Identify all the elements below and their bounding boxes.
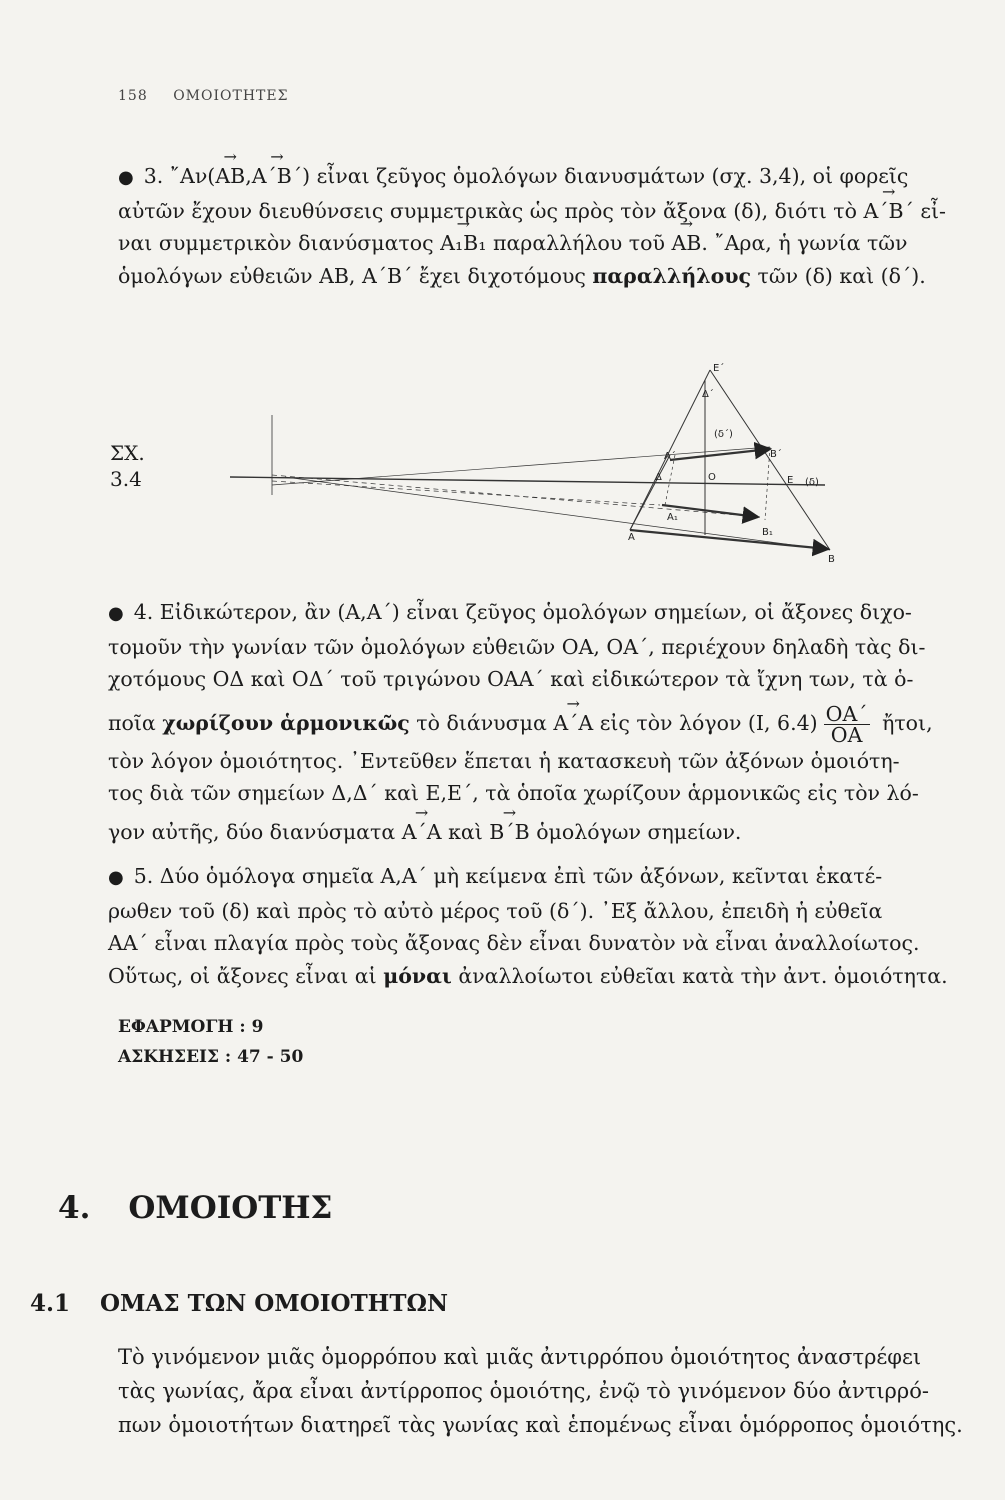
line-e-prime-b	[710, 370, 830, 550]
label-delta-prime-axis: (δ΄)	[714, 429, 733, 440]
line-a-prime-a	[630, 455, 670, 530]
subsection-heading: 4.1 ΟΜΑΣ ΤΩΝ ΟΜΟΙΟΤΗΤΩΝ	[30, 1290, 449, 1317]
ray-to-b-prime	[272, 447, 770, 485]
vector-ab-arrow	[630, 530, 828, 549]
figure-3-4	[230, 355, 870, 570]
paragraph-3	[118, 160, 946, 292]
p4-line-5: τὸν λόγον ὁμοιότητος. ᾿Εντεῦθεν ἕπεται ἡ κατασκευὴ τῶν ἀξόνων ὁμοιότη-	[108, 748, 900, 773]
ray-to-b	[285, 477, 830, 550]
p3-line-2: αὐτῶν ἔχουν διευθύνσεις συμμετρικὰς ὡς πρὸς τὸν ἄξονα (δ), διότι τὸ → Α΄Β΄ εἶ-	[118, 195, 933, 228]
paragraph-4-1	[118, 1340, 963, 1442]
paragraph-4	[108, 596, 933, 848]
p4-line-3: χοτόμους ΟΔ καὶ ΟΔ΄ τοῦ τριγώνου ΟΑΑ΄ καὶ εἰδικώτερον τὰ ἴχνη των, τὰ ὁ-	[108, 667, 914, 691]
running-head	[118, 88, 289, 104]
bullet-icon: ●	[118, 167, 134, 188]
p5-line-2: ρωθεν τοῦ (δ) καὶ πρὸς τὸ αὐτὸ μέρος τοῦ (δ΄). ᾿Εξ ἄλλου, ἐπειδὴ ἡ εὐθεῖα	[108, 898, 883, 923]
ratio-fraction: $\frac{OA΄}{OA}$	[825, 701, 868, 747]
label-b1: Β₁	[762, 527, 773, 538]
vector-a-prime-a: → Α΄Α	[402, 816, 442, 849]
p41-line-3: πων ὁμοιοτήτων διατηρεῖ τὰς γωνίας καὶ ἑπομένως εἶναι ὁμόρροπος ὁμοιότης.	[118, 1413, 963, 1437]
p5-line-1: ● 5. Δύο ὁμόλογα σημεῖα Α,Α΄ μὴ κείμενα ἐπὶ τῶν ἀξόνων, κεῖνται ἑκατέ-	[108, 864, 883, 888]
vector-a-prime-b-prime: → Α΄Β΄	[252, 160, 302, 193]
p3-line-3: ναι συμμετρικὸν διανύσματος → Α₁Β₁ παραλλήλου τοῦ → ΑΒ. ῎Αρα, ἡ γωνία τῶν	[118, 227, 933, 260]
vector-a-prime-a: → Α΄Α	[553, 707, 593, 740]
p3-line-1: ● 3. ῎Αν(→ ΑΒ,→ Α΄Β΄) εἶναι ζεῦγος ὁμολόγων διανυσμάτων (σχ. 3,4), οἱ φορεῖς	[118, 160, 933, 195]
section-heading: 4. ΟΜΟΙΟΤΗΣ	[58, 1190, 333, 1226]
vector-b-prime-b: → Β΄Β	[489, 816, 529, 849]
p5-line-3: ΑΑ΄ εἶναι πλαγία πρὸς τοὺς ἄξονας δὲν εἶναι δυνατὸν νὰ εἶναι ἀναλλοίωτος.	[108, 931, 920, 955]
label-delta-prime: Δ΄	[702, 389, 714, 400]
running-title: ΟΜΟΙΟΤΗΤΕΣ	[173, 88, 289, 104]
label-b: Β	[828, 554, 835, 565]
label-o: Ο	[708, 472, 716, 483]
bullet-icon: ●	[108, 867, 124, 888]
vector-a1-b1: → Α₁Β₁	[440, 227, 486, 260]
p4-line-6: τος διὰ τῶν σημείων Δ,Δ΄ καὶ Ε,Ε΄, τὰ ὁποῖα χωρίζουν ἁρμονικῶς εἰς τὸν λό-	[108, 781, 919, 805]
label-a: Α	[628, 532, 635, 543]
label-b-prime: Β΄	[770, 449, 782, 460]
p4-line-2: τομοῦν τὴν γωνίαν τῶν ὁμολόγων εὐθειῶν ΟΑ, ΟΑ΄, περιέχουν δηλαδὴ τὰς δι-	[108, 634, 926, 659]
page-number: 158	[118, 88, 148, 104]
p4-line-1: ● 4. Εἰδικώτερον, ἂν (Α,Α΄) εἶναι ζεῦγος ὁμολόγων σημείων, οἱ ἄξονες διχο-	[108, 600, 912, 624]
application-ref: ΕΦΑΡΜΟΓΗ : 9	[118, 1017, 264, 1037]
applications-exercises	[118, 1012, 303, 1072]
vector-ab: → ΑΒ	[671, 227, 701, 260]
p41-line-2: τὰς γωνίας, ἄρα εἶναι ἀντίρροπος ὁμοιότης, ἐνῷ τὸ γινόμενον δύο ἀντιρρό-	[118, 1379, 929, 1403]
p4-line-7: γον αὐτῆς, δύο διανύσματα → Α΄Α καὶ → Β΄Β ὁμολόγων σημείων.	[108, 816, 933, 849]
p3-line-4: ὁμολόγων εὐθειῶν ΑΒ, Α΄Β΄ ἔχει διχοτόμους παραλλήλους τῶν (δ) καὶ (δ΄).	[118, 263, 926, 288]
exercises-ref: ΑΣΚΗΣΕΙΣ : 47 - 50	[118, 1047, 304, 1067]
label-delta: Δ	[655, 472, 662, 483]
bullet-icon: ●	[108, 603, 124, 624]
label-a1: Α₁	[667, 512, 678, 523]
p5-line-4: Οὕτως, οἱ ἄξονες εἶναι αἱ μόναι ἀναλλοίωτοι εὐθεῖαι κατὰ τὴν ἀντ. ὁμοιότητα.	[108, 963, 948, 988]
vector-a-prime-b-prime: → Α΄Β΄	[863, 195, 913, 228]
figure-label: ΣΧ. 3.4	[110, 441, 145, 491]
paragraph-5	[108, 860, 948, 992]
label-e: Ε	[787, 475, 794, 486]
label-a-prime: Α΄	[664, 451, 676, 462]
p41-line-1: Τὸ γινόμενον μιᾶς ὁμορρόπου καὶ μιᾶς ἀντιρρόπου ὁμοιότητος ἀναστρέφει	[118, 1345, 922, 1369]
p4-line-4: ποῖα χωρίζουν ἁρμονικῶς τὸ διάνυσμα → Α΄Α εἰς τὸν λόγον (Ι, 6.4) $\frac{OA΄}{OA}$ ἤτοι,	[108, 704, 933, 745]
vector-ab: → ΑΒ	[215, 160, 245, 193]
label-e-prime: Ε΄	[713, 363, 725, 374]
label-delta-axis: (δ)	[805, 477, 819, 488]
